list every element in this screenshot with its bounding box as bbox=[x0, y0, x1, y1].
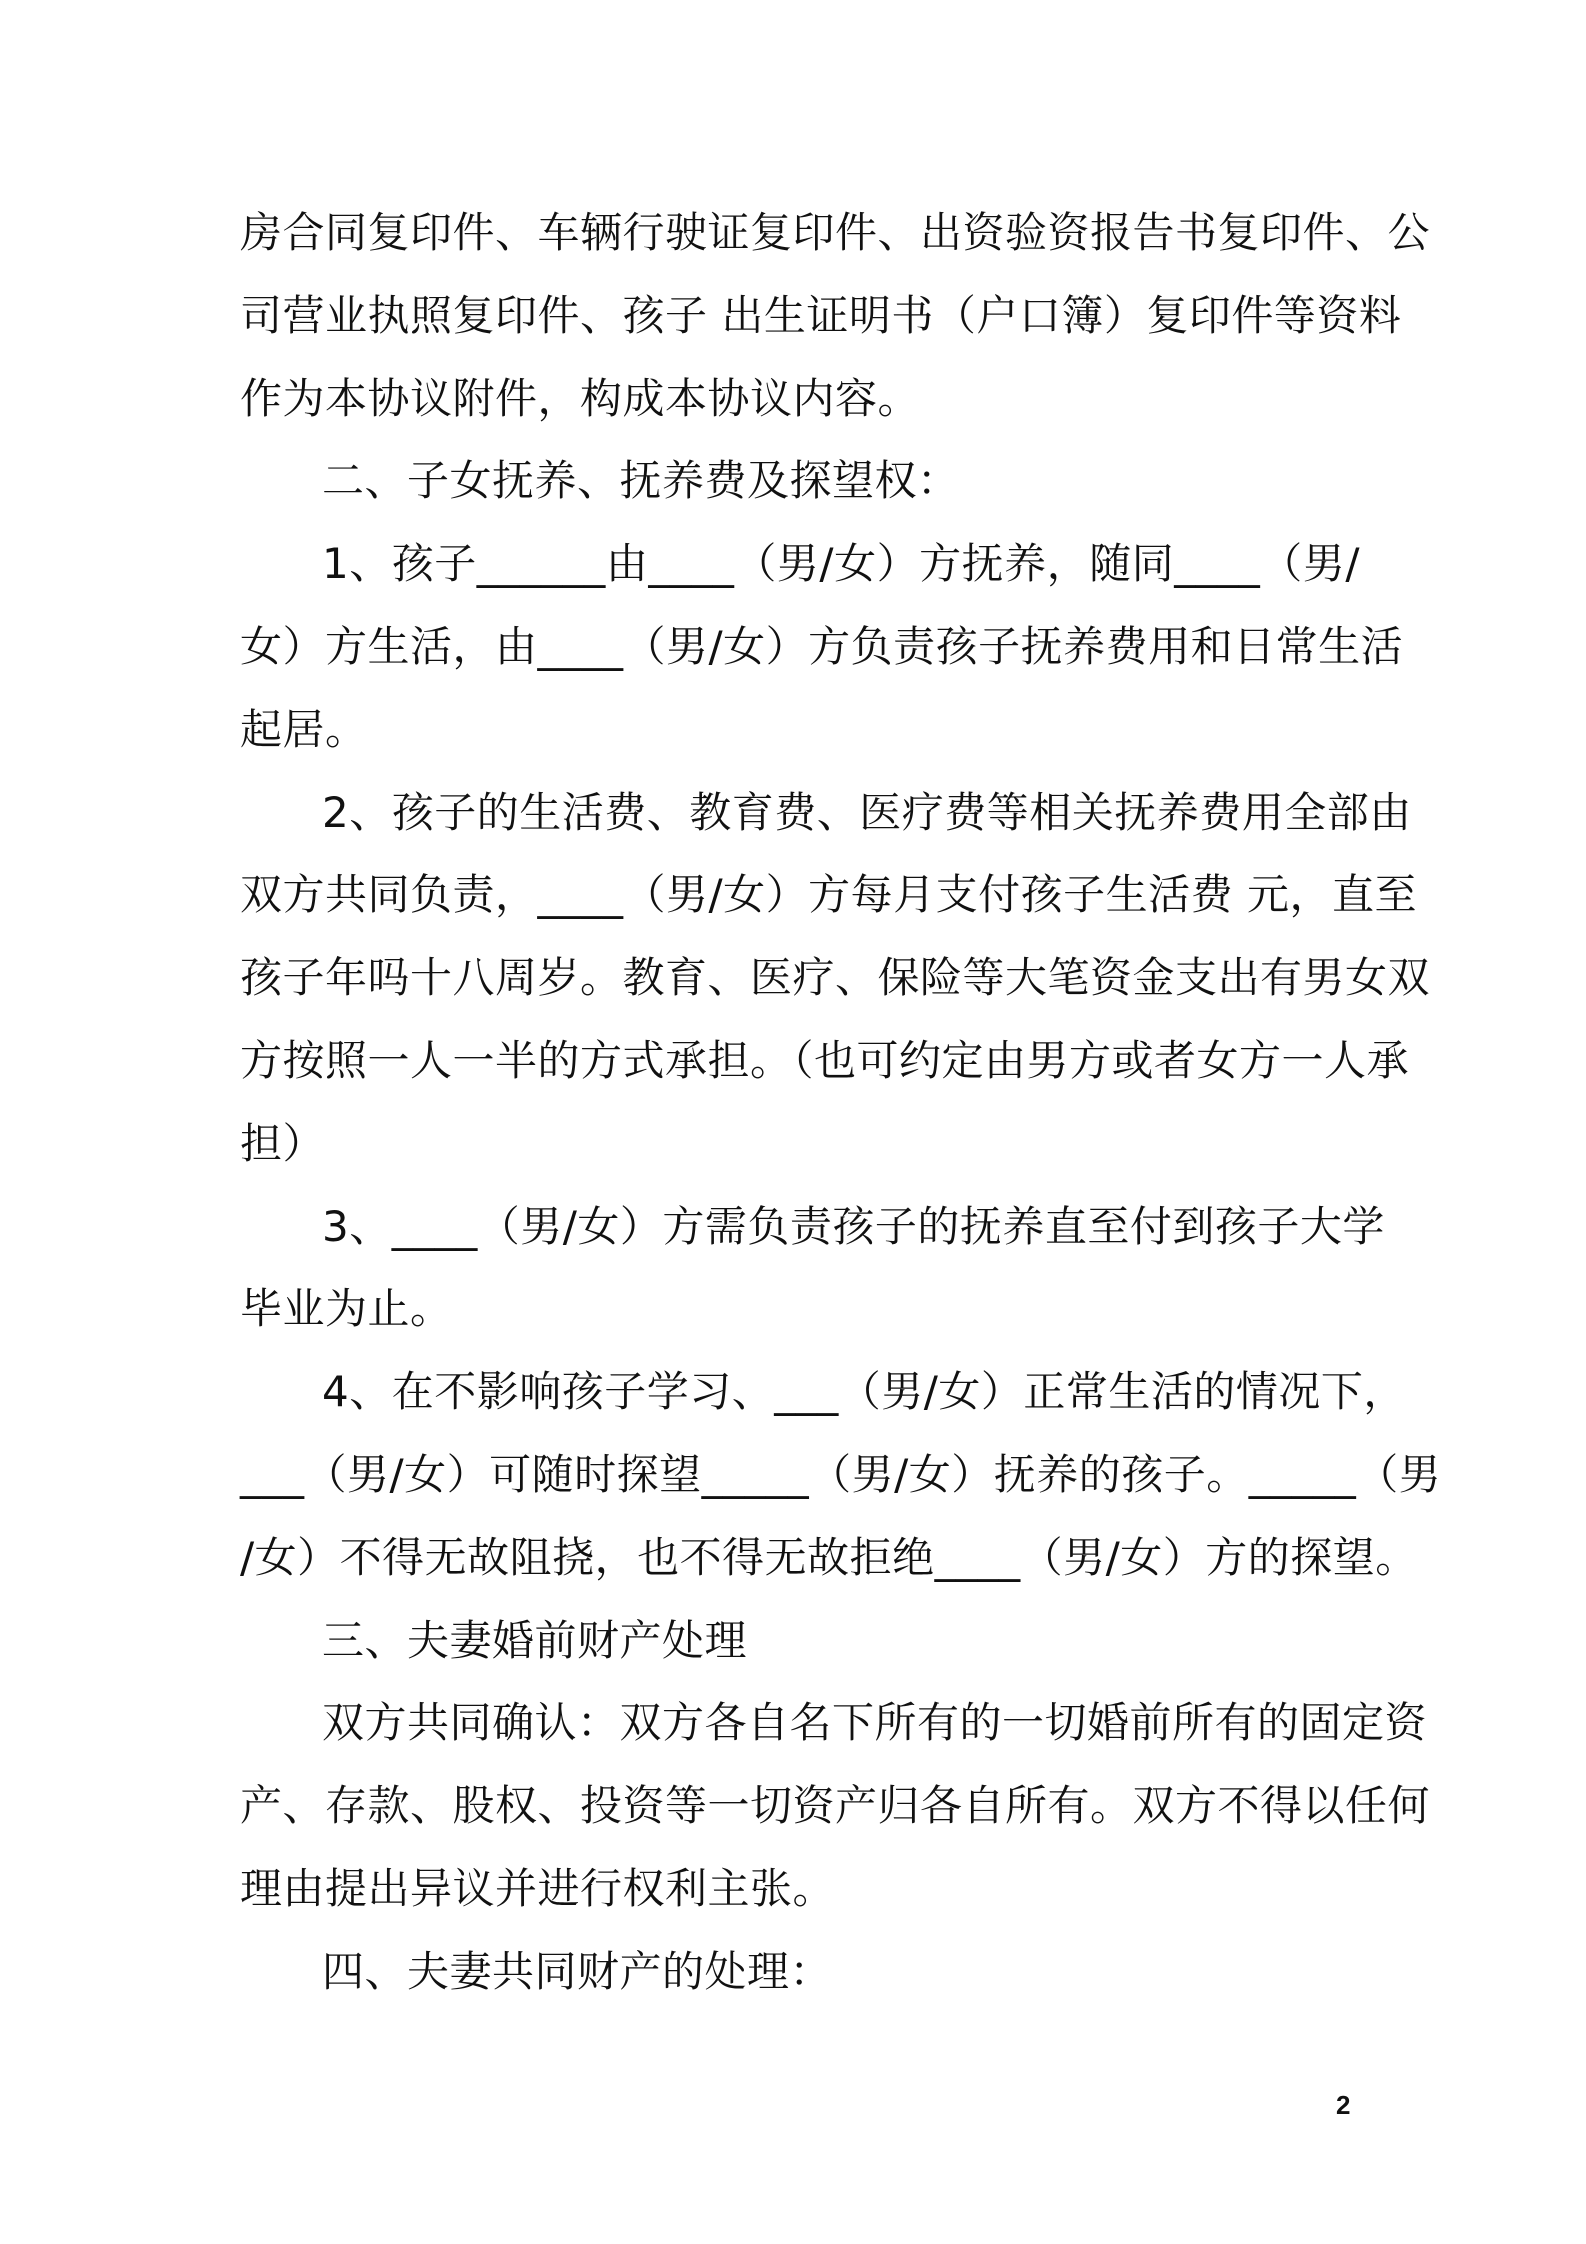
text-line: 4、在不影响孩子学习、___（男/女）正常生活的情况下， bbox=[322, 1367, 1406, 1417]
text-line: /女）不得无故阻挠，也不得无故拒绝____（男/女）方的探望。 bbox=[240, 1532, 1418, 1582]
text-line: 二、子女抚养、抚养费及探望权： bbox=[322, 456, 960, 506]
text-line: 四、夫妻共同财产的处理： bbox=[322, 1946, 833, 1996]
text-line: 2、孩子的生活费、教育费、医疗费等相关抚养费用全部由 bbox=[322, 787, 1412, 837]
text-line: 三、夫妻婚前财产处理 bbox=[322, 1615, 748, 1665]
text-line: 理由提出异议并进行权利主张。 bbox=[240, 1863, 836, 1913]
text-line: 双方共同确认：双方各自名下所有的一切婚前所有的固定资 bbox=[322, 1698, 1428, 1748]
text-line: ___（男/女）可随时探望_____（男/女）抚养的孩子。_____（男 bbox=[240, 1449, 1442, 1499]
document-body bbox=[240, 192, 1442, 2014]
text-line: 3、____（男/女）方需负责孩子的抚养直至付到孩子大学 bbox=[322, 1201, 1385, 1251]
text-line: 方按照一人一半的方式承担。（也可约定由男方或者女方一人承 bbox=[240, 1035, 1410, 1085]
text-line: 产、存款、股权、投资等一切资产归各自所有。双方不得以任何 bbox=[240, 1781, 1431, 1831]
text-line: 女）方生活，由____（男/女）方负责孩子抚养费用和日常生活 bbox=[240, 621, 1404, 671]
text-line: 孩子年吗十八周岁。教育、医疗、保险等大笔资金支出有男女双 bbox=[240, 953, 1431, 1003]
text-line: 双方共同负责，____（男/女）方每月支付孩子生活费 元，直至 bbox=[240, 870, 1418, 920]
text-line: 司营业执照复印件、孩子 出生证明书（户口簿）复印件等资料 bbox=[240, 290, 1402, 340]
text-line: 起居。 bbox=[240, 704, 368, 754]
page-number: 2 bbox=[1336, 2090, 1351, 2120]
text-line: 作为本协议附件，构成本协议内容。 bbox=[240, 373, 921, 423]
text-line: 担） bbox=[240, 1118, 326, 1168]
text-line: 毕业为止。 bbox=[240, 1284, 453, 1334]
text-line: 房合同复印件、车辆行驶证复印件、出资验资报告书复印件、公 bbox=[240, 208, 1431, 257]
text-line: 1、孩子______由____（男/女）方抚养，随同____（男/ bbox=[322, 539, 1360, 589]
